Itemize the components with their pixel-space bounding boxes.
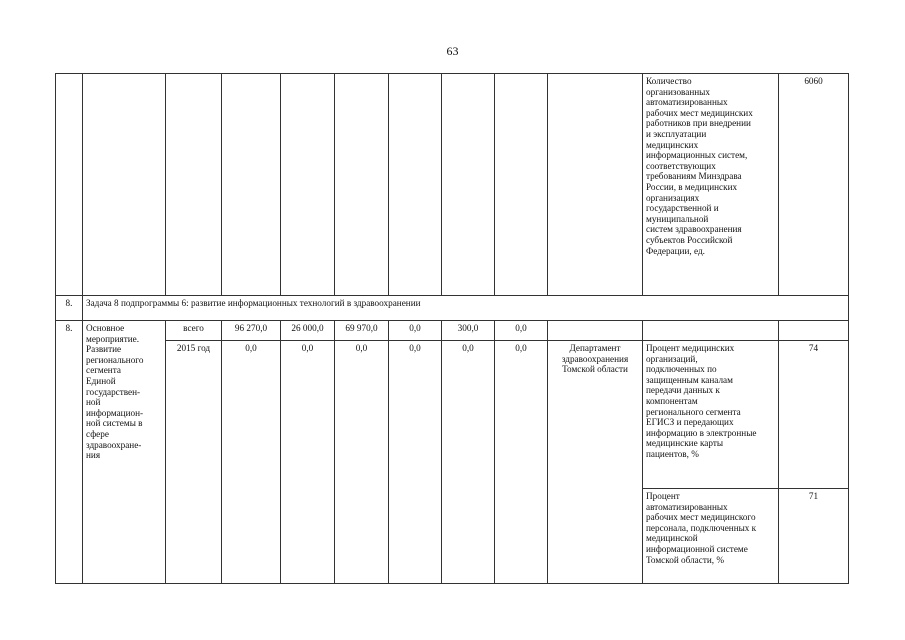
- activity-name: Основное мероприятие. Развитие регионального сегмента Единой государствен- ной информацион- ной системы в сфере здравоохране- ния: [83, 321, 166, 584]
- total-value-5: 300,0: [442, 321, 495, 341]
- year-value-1: 0,0: [222, 341, 281, 584]
- year-value-5: 0,0: [442, 341, 495, 584]
- page-number: 63: [446, 44, 459, 58]
- indicator-value-cell: 71: [779, 489, 849, 584]
- task-row: [56, 296, 849, 321]
- indicator-value-cell: 74: [779, 341, 849, 489]
- total-value-6: 0,0: [495, 321, 548, 341]
- indicator-value-cell: 6060: [779, 74, 849, 296]
- indicator-cell: Процент медицинских организаций, подключенных по защищенным каналам передачи данных к компонентам регионального сегмента ЕГИСЗ и передающих информацию в электронные медицинские карты пациентов, %: [643, 341, 779, 489]
- period-total: всего: [166, 321, 222, 341]
- task-title: Задача 8 подпрограммы 6: развитие информационных технологий в здравоохранении: [83, 296, 849, 321]
- activity-2015-row: [56, 341, 849, 489]
- indicator-cell: Количество организованных автоматизированных рабочих мест медицинских работников при внедрении и эксплуатации медицинских информационных систем, соответствующих требованиям Минздрава России, в медицинских организациях государственной и муниципальной систем здравоохранения субъектов Российской Федерации, ед.: [643, 74, 779, 296]
- year-value-4: 0,0: [389, 341, 442, 584]
- program-table: [55, 73, 849, 584]
- total-value-2: 26 000,0: [281, 321, 335, 341]
- activity-total-row: [56, 321, 849, 341]
- total-value-3: 69 970,0: [335, 321, 389, 341]
- activity-number: 8.: [56, 321, 83, 584]
- task-number: 8.: [56, 296, 83, 321]
- year-value-3: 0,0: [335, 341, 389, 584]
- executor-cell: Департамент здравоохранения Томской области: [548, 341, 643, 584]
- year-value-6: 0,0: [495, 341, 548, 584]
- year-value-2: 0,0: [281, 341, 335, 584]
- total-value-4: 0,0: [389, 321, 442, 341]
- indicator-cell: Процент автоматизированных рабочих мест медицинского персонала, подключенных к медицинской информационной системе Томской области, %: [643, 489, 779, 584]
- continuation-row: [56, 74, 849, 296]
- total-value-1: 96 270,0: [222, 321, 281, 341]
- period-2015: 2015 год: [166, 341, 222, 584]
